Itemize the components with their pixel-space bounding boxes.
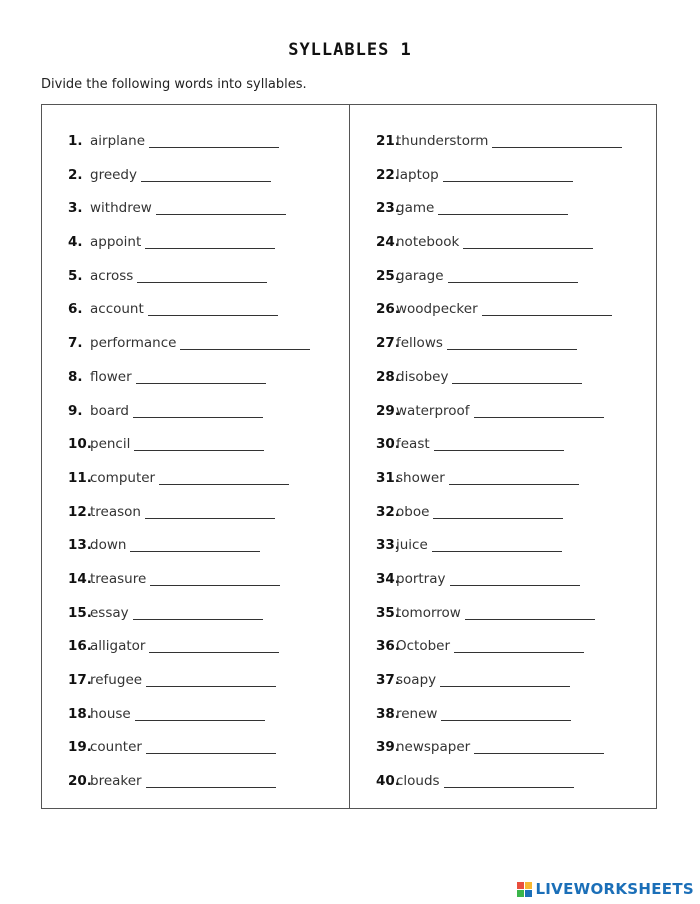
item-number: 22. bbox=[376, 166, 400, 183]
item-word: pencil bbox=[90, 436, 131, 453]
item-number: 6. bbox=[68, 301, 83, 318]
item-number: 12. bbox=[68, 503, 92, 520]
answer-blank[interactable] bbox=[133, 403, 263, 418]
answer-blank[interactable] bbox=[146, 773, 276, 788]
item-word: tomorrow bbox=[396, 604, 461, 621]
item-word: portray bbox=[396, 570, 446, 587]
answer-blank[interactable] bbox=[434, 436, 564, 451]
item-word: down bbox=[90, 537, 127, 554]
item-number: 27. bbox=[376, 335, 400, 352]
word-item bbox=[68, 605, 310, 639]
word-item bbox=[376, 739, 622, 773]
item-word: across bbox=[90, 267, 134, 284]
word-item bbox=[376, 369, 622, 403]
word-item bbox=[68, 739, 310, 773]
answer-blank[interactable] bbox=[474, 403, 604, 418]
answer-blank[interactable] bbox=[450, 571, 580, 586]
item-number: 34. bbox=[376, 570, 400, 587]
item-number: 38. bbox=[376, 705, 400, 722]
item-word: counter bbox=[90, 739, 142, 756]
item-number: 17. bbox=[68, 672, 92, 688]
item-word: treasure bbox=[90, 570, 147, 587]
item-number: 3. bbox=[68, 200, 83, 217]
answer-blank[interactable] bbox=[136, 369, 266, 384]
answer-blank[interactable] bbox=[441, 706, 571, 721]
logo-text: LIVEWORKSHEETS bbox=[535, 880, 694, 898]
answer-blank[interactable] bbox=[148, 301, 278, 316]
item-word: airplane bbox=[90, 133, 146, 149]
item-number: 13. bbox=[68, 537, 92, 554]
item-number: 26. bbox=[376, 301, 400, 318]
item-number: 29. bbox=[376, 402, 400, 419]
answer-blank[interactable] bbox=[444, 773, 574, 788]
word-list-box bbox=[41, 104, 657, 809]
item-word: fellows bbox=[396, 335, 443, 352]
word-item bbox=[376, 638, 622, 672]
instructions: Divide the following words into syllables. bbox=[41, 77, 307, 92]
item-word: newspaper bbox=[396, 739, 471, 756]
answer-blank[interactable] bbox=[492, 133, 622, 148]
word-item bbox=[68, 537, 310, 571]
item-word: account bbox=[90, 301, 144, 318]
answer-blank[interactable] bbox=[141, 167, 271, 182]
item-word: oboe bbox=[396, 503, 430, 520]
logo-square bbox=[525, 890, 532, 897]
word-item bbox=[68, 504, 310, 538]
item-word: appoint bbox=[90, 234, 142, 251]
answer-blank[interactable] bbox=[474, 739, 604, 754]
word-item bbox=[68, 234, 310, 268]
item-word: shower bbox=[396, 469, 445, 486]
word-item bbox=[68, 268, 310, 302]
item-number: 24. bbox=[376, 234, 400, 251]
left-column bbox=[68, 133, 310, 807]
answer-blank[interactable] bbox=[146, 739, 276, 754]
answer-blank[interactable] bbox=[133, 605, 263, 620]
word-item bbox=[376, 133, 622, 167]
item-word: greedy bbox=[90, 166, 137, 183]
item-word: alligator bbox=[90, 638, 146, 655]
word-item bbox=[68, 335, 310, 369]
item-word: withdrew bbox=[90, 200, 152, 217]
item-number: 35. bbox=[376, 604, 400, 621]
item-number: 7. bbox=[68, 335, 83, 352]
item-number: 15. bbox=[68, 604, 92, 621]
word-item bbox=[68, 167, 310, 201]
answer-blank[interactable] bbox=[463, 234, 593, 249]
word-item bbox=[68, 403, 310, 437]
item-word: flower bbox=[90, 368, 132, 385]
item-word: thunderstorm bbox=[396, 133, 489, 149]
answer-blank[interactable] bbox=[137, 268, 267, 283]
item-number: 40. bbox=[376, 773, 400, 790]
item-word: essay bbox=[90, 604, 129, 621]
item-number: 31. bbox=[376, 469, 400, 486]
item-word: woodpecker bbox=[396, 301, 478, 318]
item-number: 14. bbox=[68, 570, 92, 587]
word-item bbox=[68, 200, 310, 234]
item-word: soapy bbox=[396, 672, 437, 688]
answer-blank[interactable] bbox=[465, 605, 595, 620]
item-number: 23. bbox=[376, 200, 400, 217]
right-column bbox=[376, 133, 622, 807]
word-item bbox=[376, 537, 622, 571]
word-item bbox=[376, 335, 622, 369]
answer-blank[interactable] bbox=[432, 537, 562, 552]
answer-blank[interactable] bbox=[440, 672, 570, 687]
liveworksheets-logo bbox=[517, 880, 694, 898]
word-item bbox=[68, 706, 310, 740]
word-item bbox=[376, 301, 622, 335]
word-item bbox=[68, 773, 310, 807]
item-number: 18. bbox=[68, 705, 92, 722]
worksheet-title: SYLLABLES 1 bbox=[288, 40, 412, 60]
item-number: 8. bbox=[68, 368, 83, 385]
item-word: October bbox=[396, 638, 451, 655]
word-item bbox=[68, 301, 310, 335]
answer-blank[interactable] bbox=[145, 504, 275, 519]
word-item bbox=[68, 638, 310, 672]
answer-blank[interactable] bbox=[149, 638, 279, 653]
answer-blank[interactable] bbox=[150, 571, 280, 586]
word-item bbox=[376, 571, 622, 605]
liveworksheets-logo-icon bbox=[517, 882, 532, 897]
answer-blank[interactable] bbox=[449, 470, 579, 485]
item-number: 2. bbox=[68, 166, 83, 183]
word-item bbox=[68, 133, 310, 167]
word-item bbox=[376, 605, 622, 639]
item-number: 36. bbox=[376, 638, 400, 655]
item-word: board bbox=[90, 402, 129, 419]
word-item bbox=[68, 672, 310, 706]
item-number: 11. bbox=[68, 469, 92, 486]
answer-blank[interactable] bbox=[452, 369, 582, 384]
answer-blank[interactable] bbox=[156, 200, 286, 215]
item-word: garage bbox=[396, 267, 444, 284]
word-item bbox=[376, 436, 622, 470]
item-number: 1. bbox=[68, 133, 83, 149]
answer-blank[interactable] bbox=[180, 335, 310, 350]
word-item bbox=[376, 234, 622, 268]
answer-blank[interactable] bbox=[482, 301, 612, 316]
logo-square bbox=[517, 890, 524, 897]
item-number: 20. bbox=[68, 773, 92, 790]
word-item bbox=[376, 403, 622, 437]
item-number: 28. bbox=[376, 368, 400, 385]
column-divider bbox=[349, 105, 350, 808]
answer-blank[interactable] bbox=[159, 470, 289, 485]
item-word: feast bbox=[396, 436, 430, 453]
word-item bbox=[376, 200, 622, 234]
item-word: computer bbox=[90, 469, 156, 486]
item-word: house bbox=[90, 705, 131, 722]
word-item bbox=[376, 672, 622, 706]
logo-square bbox=[517, 882, 524, 889]
answer-blank[interactable] bbox=[134, 436, 264, 451]
item-number: 25. bbox=[376, 267, 400, 284]
answer-blank[interactable] bbox=[447, 335, 577, 350]
answer-blank[interactable] bbox=[443, 167, 573, 182]
item-number: 4. bbox=[68, 234, 83, 251]
item-word: juice bbox=[396, 537, 428, 554]
word-item bbox=[376, 773, 622, 807]
word-item bbox=[68, 369, 310, 403]
answer-blank[interactable] bbox=[433, 504, 563, 519]
item-word: renew bbox=[396, 705, 438, 722]
word-item bbox=[68, 470, 310, 504]
item-word: performance bbox=[90, 335, 177, 352]
item-word: disobey bbox=[396, 368, 449, 385]
item-word: breaker bbox=[90, 773, 142, 790]
item-number: 9. bbox=[68, 402, 83, 419]
answer-blank[interactable] bbox=[146, 672, 276, 687]
word-item bbox=[376, 167, 622, 201]
word-item bbox=[376, 268, 622, 302]
item-number: 30. bbox=[376, 436, 400, 453]
answer-blank[interactable] bbox=[448, 268, 578, 283]
item-word: game bbox=[396, 200, 435, 217]
item-number: 21. bbox=[376, 133, 400, 149]
item-number: 33. bbox=[376, 537, 400, 554]
item-number: 16. bbox=[68, 638, 92, 655]
item-word: refugee bbox=[90, 672, 143, 688]
answer-blank[interactable] bbox=[149, 133, 279, 148]
item-word: notebook bbox=[396, 234, 460, 251]
item-word: waterproof bbox=[396, 402, 470, 419]
item-word: clouds bbox=[396, 773, 440, 790]
item-number: 19. bbox=[68, 739, 92, 756]
word-item bbox=[376, 470, 622, 504]
word-item bbox=[376, 504, 622, 538]
item-number: 37. bbox=[376, 672, 400, 688]
item-number: 32. bbox=[376, 503, 400, 520]
word-item bbox=[68, 571, 310, 605]
item-number: 39. bbox=[376, 739, 400, 756]
logo-square bbox=[525, 882, 532, 889]
item-word: treason bbox=[90, 503, 141, 520]
answer-blank[interactable] bbox=[438, 200, 568, 215]
item-word: laptop bbox=[396, 166, 439, 183]
item-number: 10. bbox=[68, 436, 92, 453]
answer-blank[interactable] bbox=[145, 234, 275, 249]
answer-blank[interactable] bbox=[130, 537, 260, 552]
word-item bbox=[68, 436, 310, 470]
word-item bbox=[376, 706, 622, 740]
answer-blank[interactable] bbox=[135, 706, 265, 721]
item-number: 5. bbox=[68, 267, 83, 284]
answer-blank[interactable] bbox=[454, 638, 584, 653]
